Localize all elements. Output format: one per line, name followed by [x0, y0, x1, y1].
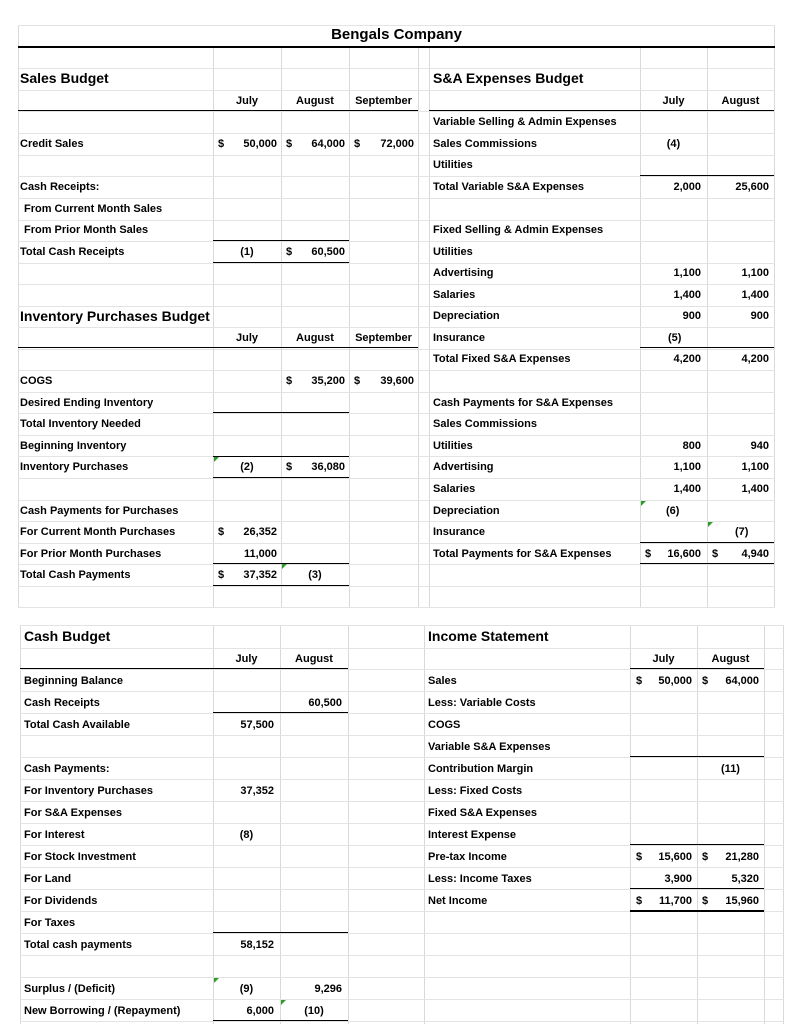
surplus-deficit-july: (9) [239, 983, 254, 995]
less-variable-costs-label: Less: Variable Costs [428, 697, 536, 709]
dollar-sign: $ [218, 569, 225, 581]
receipts-total-rule [213, 262, 349, 263]
dollar-sign: $ [645, 548, 652, 560]
total-cash-receipts-label: Total Cash Receipts [20, 246, 125, 258]
income-taxes-july: 3,900 [664, 873, 692, 885]
current-month-purchases-label: For Current Month Purchases [20, 526, 176, 538]
cash-available-rule [213, 712, 348, 713]
fixed-sa-heading: Fixed Selling & Admin Expenses [433, 224, 604, 236]
current-month-sales-label: From Current Month Sales [24, 203, 163, 215]
net-income-july: 11,700 [658, 895, 692, 907]
receipts-sum-rule [213, 240, 349, 241]
total-payments-sa-label: Total Payments for S&A Expenses [433, 548, 612, 560]
cash-utilities-july: 800 [682, 440, 701, 452]
for-inventory-purchases-label: For Inventory Purchases [24, 785, 153, 797]
sa-month-july: July [662, 95, 685, 107]
total-payments-july: 16,600 [667, 548, 701, 560]
sa-payments-total-rule [640, 563, 774, 564]
credit-sales-july: 50,000 [243, 138, 277, 150]
cogs-august: 35,200 [311, 375, 345, 387]
variable-sa-heading: Variable Selling & Admin Expenses [433, 116, 617, 128]
current-month-purchases-july: 26,352 [243, 526, 277, 538]
cash-payments-total-rule [213, 585, 349, 586]
pretax-rule [630, 844, 764, 845]
total-cash-receipts-july: (1) [240, 246, 254, 258]
sales-commissions-july: (4) [666, 138, 681, 150]
total-cash-payments-row-label: Total cash payments [24, 939, 132, 951]
fixed-sum-rule [640, 347, 774, 348]
income-month-august: August [711, 653, 750, 665]
cash-payments-section-label: Cash Payments: [24, 763, 110, 775]
net-income-august: 15,960 [725, 895, 759, 907]
inventory-header-rule [18, 347, 418, 348]
income-statement-heading: Income Statement [428, 628, 549, 644]
sales-month-august: August [296, 95, 334, 107]
for-dividends-label: For Dividends [24, 895, 98, 907]
cash-receipts-row-label: Cash Receipts [24, 697, 100, 709]
income-taxes-august: 5,320 [731, 873, 759, 885]
cash-payments-purchases-label: Cash Payments for Purchases [20, 505, 179, 517]
sales-august: 64,000 [725, 675, 759, 687]
salaries-label: Salaries [433, 289, 476, 301]
total-variable-august: 25,600 [735, 181, 769, 193]
income-cogs-label: COGS [428, 719, 461, 731]
cash-receipts-august: 60,500 [308, 697, 342, 709]
new-borrowing-august: (10) [304, 1005, 324, 1017]
dollar-sign: $ [636, 851, 643, 863]
cash-advertising-label: Advertising [433, 461, 494, 473]
variable-sum-rule [640, 175, 774, 176]
beginning-inventory-label: Beginning Inventory [20, 440, 127, 452]
borrowing-rule [213, 1020, 348, 1021]
dollar-sign: $ [218, 526, 225, 538]
less-fixed-costs-label: Less: Fixed Costs [428, 785, 523, 797]
sales-commissions-label: Sales Commissions [433, 138, 537, 150]
surplus-deficit-label: Surplus / (Deficit) [24, 983, 116, 995]
fixed-utilities-label: Utilities [433, 246, 473, 258]
total-cash-available-label: Total Cash Available [24, 719, 130, 731]
for-sa-expenses-label: For S&A Expenses [24, 807, 123, 819]
inventory-purchases-rule [213, 456, 349, 457]
cash-salaries-label: Salaries [433, 483, 476, 495]
contribution-margin-august: (11) [721, 763, 740, 775]
sales-month-september: September [355, 95, 412, 107]
cash-advertising-august: 1,100 [741, 461, 769, 473]
cash-depreciation-july: (6) [666, 505, 680, 517]
dollar-sign: $ [354, 375, 361, 387]
total-fixed-august: 4,200 [741, 353, 769, 365]
sa-payments-sum-rule [640, 542, 774, 543]
cogs-september: 39,600 [380, 375, 414, 387]
pretax-income-label: Pre-tax Income [428, 851, 507, 863]
desired-ending-inventory-label: Desired Ending Inventory [20, 397, 154, 409]
sa-header-rule [429, 110, 774, 111]
cogs-label: COGS [20, 375, 53, 387]
new-borrowing-label: New Borrowing / (Repayment) [24, 1005, 181, 1017]
total-variable-sa-label: Total Variable S&A Expenses [433, 181, 585, 193]
cash-salaries-august: 1,400 [741, 483, 769, 495]
cash-utilities-august: 940 [750, 440, 769, 452]
dollar-sign: $ [218, 138, 225, 150]
prior-month-purchases-july: 11,000 [243, 548, 277, 560]
total-inventory-needed-label: Total Inventory Needed [20, 418, 141, 430]
depreciation-july: 900 [682, 310, 701, 322]
inventory-needed-rule [213, 412, 349, 413]
for-taxes-label: For Taxes [24, 917, 76, 929]
cash-month-august: August [295, 653, 333, 665]
total-cash-payments-row-july: 58,152 [240, 939, 274, 951]
sales-label: Sales [428, 675, 457, 687]
cash-salaries-july: 1,400 [673, 483, 701, 495]
cash-sales-commissions-label: Sales Commissions [433, 418, 537, 430]
inventory-purchases-total-rule [213, 477, 349, 478]
cash-receipts-label: Cash Receipts: [20, 181, 100, 193]
cell-marker [708, 522, 713, 527]
net-income-rule [630, 888, 764, 889]
for-stock-investment-label: For Stock Investment [24, 851, 136, 863]
dollar-sign: $ [286, 246, 293, 258]
advertising-august: 1,100 [741, 267, 769, 279]
net-income-label: Net Income [428, 895, 488, 907]
new-borrowing-july: 6,000 [246, 1005, 274, 1017]
income-header-rule [630, 668, 764, 669]
dollar-sign: $ [636, 895, 643, 907]
contribution-rule [630, 756, 764, 757]
salaries-july: 1,400 [673, 289, 701, 301]
income-taxes-label: Less: Income Taxes [428, 873, 532, 885]
net-income-double-rule [630, 910, 764, 912]
variable-sa-expenses-label: Variable S&A Expenses [428, 741, 551, 753]
dollar-sign: $ [286, 461, 293, 473]
surplus-deficit-august: 9,296 [314, 983, 342, 995]
insurance-july: (5) [668, 332, 682, 344]
utilities-label: Utilities [433, 159, 473, 171]
inventory-month-july: July [235, 332, 258, 344]
sa-budget-heading: S&A Expenses Budget [433, 70, 584, 86]
sales-header-rule [18, 110, 418, 111]
cash-month-july: July [235, 653, 258, 665]
dollar-sign: $ [286, 375, 293, 387]
cell-marker [641, 501, 646, 506]
cash-depreciation-label: Depreciation [433, 505, 500, 517]
dollar-sign: $ [712, 548, 719, 560]
for-interest-july: (8) [239, 829, 254, 841]
total-cash-receipts-august: 60,500 [311, 246, 345, 258]
dollar-sign: $ [702, 675, 709, 687]
credit-sales-september: 72,000 [380, 138, 414, 150]
page-title: Bengals Company [331, 26, 462, 43]
dollar-sign: $ [702, 851, 709, 863]
inventory-month-august: August [296, 332, 334, 344]
cash-payments-sa-heading: Cash Payments for S&A Expenses [433, 397, 613, 409]
cash-insurance-label: Insurance [433, 526, 485, 538]
credit-sales-august: 64,000 [311, 138, 345, 150]
insurance-label: Insurance [433, 332, 485, 344]
credit-sales-label: Credit Sales [20, 138, 84, 150]
for-interest-label: For Interest [24, 829, 85, 841]
total-cash-payments-july: 37,352 [243, 569, 277, 581]
sales-month-july: July [235, 95, 258, 107]
sa-month-august: August [721, 95, 760, 107]
cash-payments-total-rule [213, 932, 348, 933]
cash-budget-heading: Cash Budget [24, 628, 111, 644]
beginning-balance-label: Beginning Balance [24, 675, 124, 687]
for-land-label: For Land [24, 873, 72, 885]
inventory-purchases-august: 36,080 [311, 461, 345, 473]
total-variable-july: 2,000 [673, 181, 701, 193]
cash-insurance-august: (7) [735, 526, 749, 538]
total-payments-august: 4,940 [741, 548, 769, 560]
total-fixed-sa-label: Total Fixed S&A Expenses [433, 353, 571, 365]
contribution-margin-label: Contribution Margin [428, 763, 534, 775]
prior-month-purchases-label: For Prior Month Purchases [20, 548, 162, 560]
cash-header-rule [20, 668, 348, 669]
for-inventory-purchases-july: 37,352 [240, 785, 274, 797]
advertising-label: Advertising [433, 267, 494, 279]
pretax-income-august: 21,280 [725, 851, 759, 863]
dollar-sign: $ [354, 138, 361, 150]
dollar-sign: $ [286, 138, 293, 150]
cash-advertising-july: 1,100 [673, 461, 701, 473]
inventory-month-september: September [355, 332, 412, 344]
advertising-july: 1,100 [673, 267, 701, 279]
depreciation-august: 900 [750, 310, 769, 322]
total-cash-available-july: 57,500 [240, 719, 274, 731]
total-fixed-july: 4,200 [673, 353, 701, 365]
interest-expense-label: Interest Expense [428, 829, 517, 841]
title-underline [18, 46, 775, 48]
income-month-july: July [652, 653, 675, 665]
sales-budget-heading: Sales Budget [20, 70, 109, 86]
cash-payments-sum-rule [213, 563, 349, 564]
cash-utilities-label: Utilities [433, 440, 473, 452]
fixed-sa-expenses-label: Fixed S&A Expenses [428, 807, 538, 819]
salaries-august: 1,400 [741, 289, 769, 301]
inventory-purchases-july: (2) [240, 461, 254, 473]
total-cash-payments-label: Total Cash Payments [20, 569, 131, 581]
inventory-budget-heading: Inventory Purchases Budget [20, 308, 210, 324]
dollar-sign: $ [636, 675, 643, 687]
depreciation-label: Depreciation [433, 310, 500, 322]
inventory-purchases-label: Inventory Purchases [20, 461, 129, 473]
dollar-sign: $ [702, 895, 709, 907]
pretax-income-july: 15,600 [658, 851, 692, 863]
prior-month-sales-label: From Prior Month Sales [24, 224, 149, 236]
sales-july: 50,000 [658, 675, 692, 687]
total-cash-payments-august: (3) [308, 569, 322, 581]
